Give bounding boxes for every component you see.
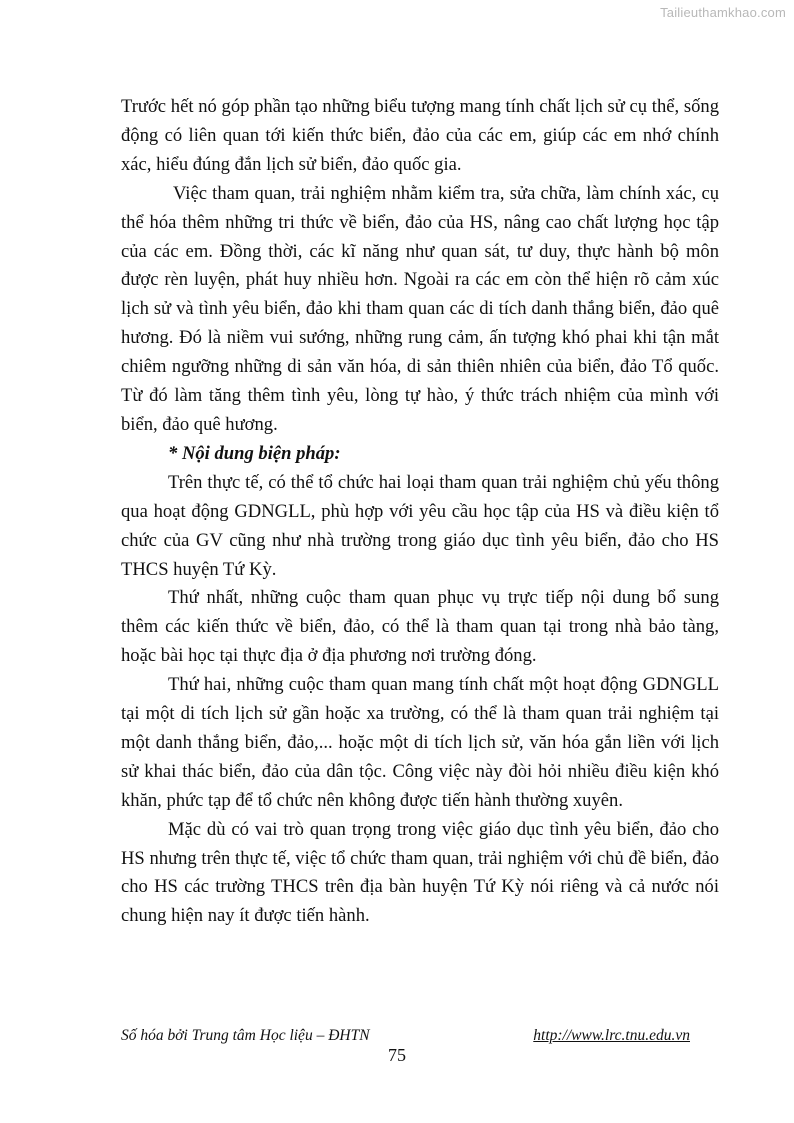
page-number: 75 (388, 1045, 406, 1065)
page-body (121, 93, 719, 931)
paragraph-1: Trước hết nó góp phần tạo những biểu tượng mang tính chất lịch sử cụ thể, sống động có liên quan tới kiến thức biển, đảo của các em, giúp các em nhớ chính xác, hiểu đúng đắn lịch sử biển, đảo quốc gia. (121, 96, 719, 175)
footer-credit: Số hóa bởi Trung tâm Học liệu – ĐHTN (121, 1027, 370, 1044)
paragraph-6: Mặc dù có vai trò quan trọng trong việc giáo dục tình yêu biển, đảo cho HS nhưng trên thực tế, việc tổ chức tham quan, trải nghiệm với chủ đề biển, đảo cho HS các trường THCS trên địa bàn huyện Tứ Kỳ nói riêng và cả nước nói chung hiện nay ít được tiến hành. (121, 818, 719, 927)
paragraph-5: Thứ hai, những cuộc tham quan mang tính chất một hoạt động GDNGLL tại một di tích lịch sử gần hoặc xa trường, có thể là tham quan trải nghiệm tại một danh thắng biển, đảo,... hoặc một di tích lịch sử, văn hóa gắn liền với lịch sử khai thác biển, đảo của dân tộc. Công việc này đòi hỏi nhiều điều kiện khó khăn, phức tạp để tổ chức nên không được tiến hành thường xuyên. (121, 674, 719, 811)
section-heading: * Nội dung biện pháp: (168, 442, 341, 464)
footer-link[interactable]: http://www.lrc.tnu.edu.vn (533, 1027, 690, 1044)
paragraph-3: Trên thực tế, có thể tổ chức hai loại tham quan trải nghiệm chủ yếu thông qua hoạt động GDNGLL, phù hợp với yêu cầu học tập của HS và điều kiện tổ chức của GV cũng như nhà trường trong giáo dục tình yêu biển, đảo cho HS THCS huyện Tứ Kỳ. (121, 471, 719, 580)
watermark: Tailieuthamkhao.com (660, 5, 786, 20)
paragraph-2: Việc tham quan, trải nghiệm nhằm kiểm tra, sửa chữa, làm chính xác, cụ thể hóa thêm những tri thức về biển, đảo của HS, nâng cao chất lượng học tập của các em. Đồng thời, các kĩ năng như quan sát, tư duy, thực hành bộ môn được rèn luyện, phát huy nhiều hơn. Ngoài ra các em còn thể hiện rõ cảm xúc lịch sử và tình yêu biển, đảo khi tham quan các di tích danh thắng biển, đảo quê hương. Đó là niềm vui sướng, những rung cảm, ấn tượng khó phai khi tận mắt chiêm ngưỡng những di sản văn hóa, di sản thiên nhiên của biển, đảo Tổ quốc. Từ đó làm tăng thêm tình yêu, lòng tự hào, ý thức trách nhiệm của mình với biển, đảo quê hương. (121, 182, 719, 435)
paragraph-4: Thứ nhất, những cuộc tham quan phục vụ trực tiếp nội dung bổ sung thêm các kiến thức về biển, đảo, có thể là tham quan tại trong nhà bảo tàng, hoặc bài học tại thực địa ở địa phương nơi trường đóng. (121, 587, 719, 667)
